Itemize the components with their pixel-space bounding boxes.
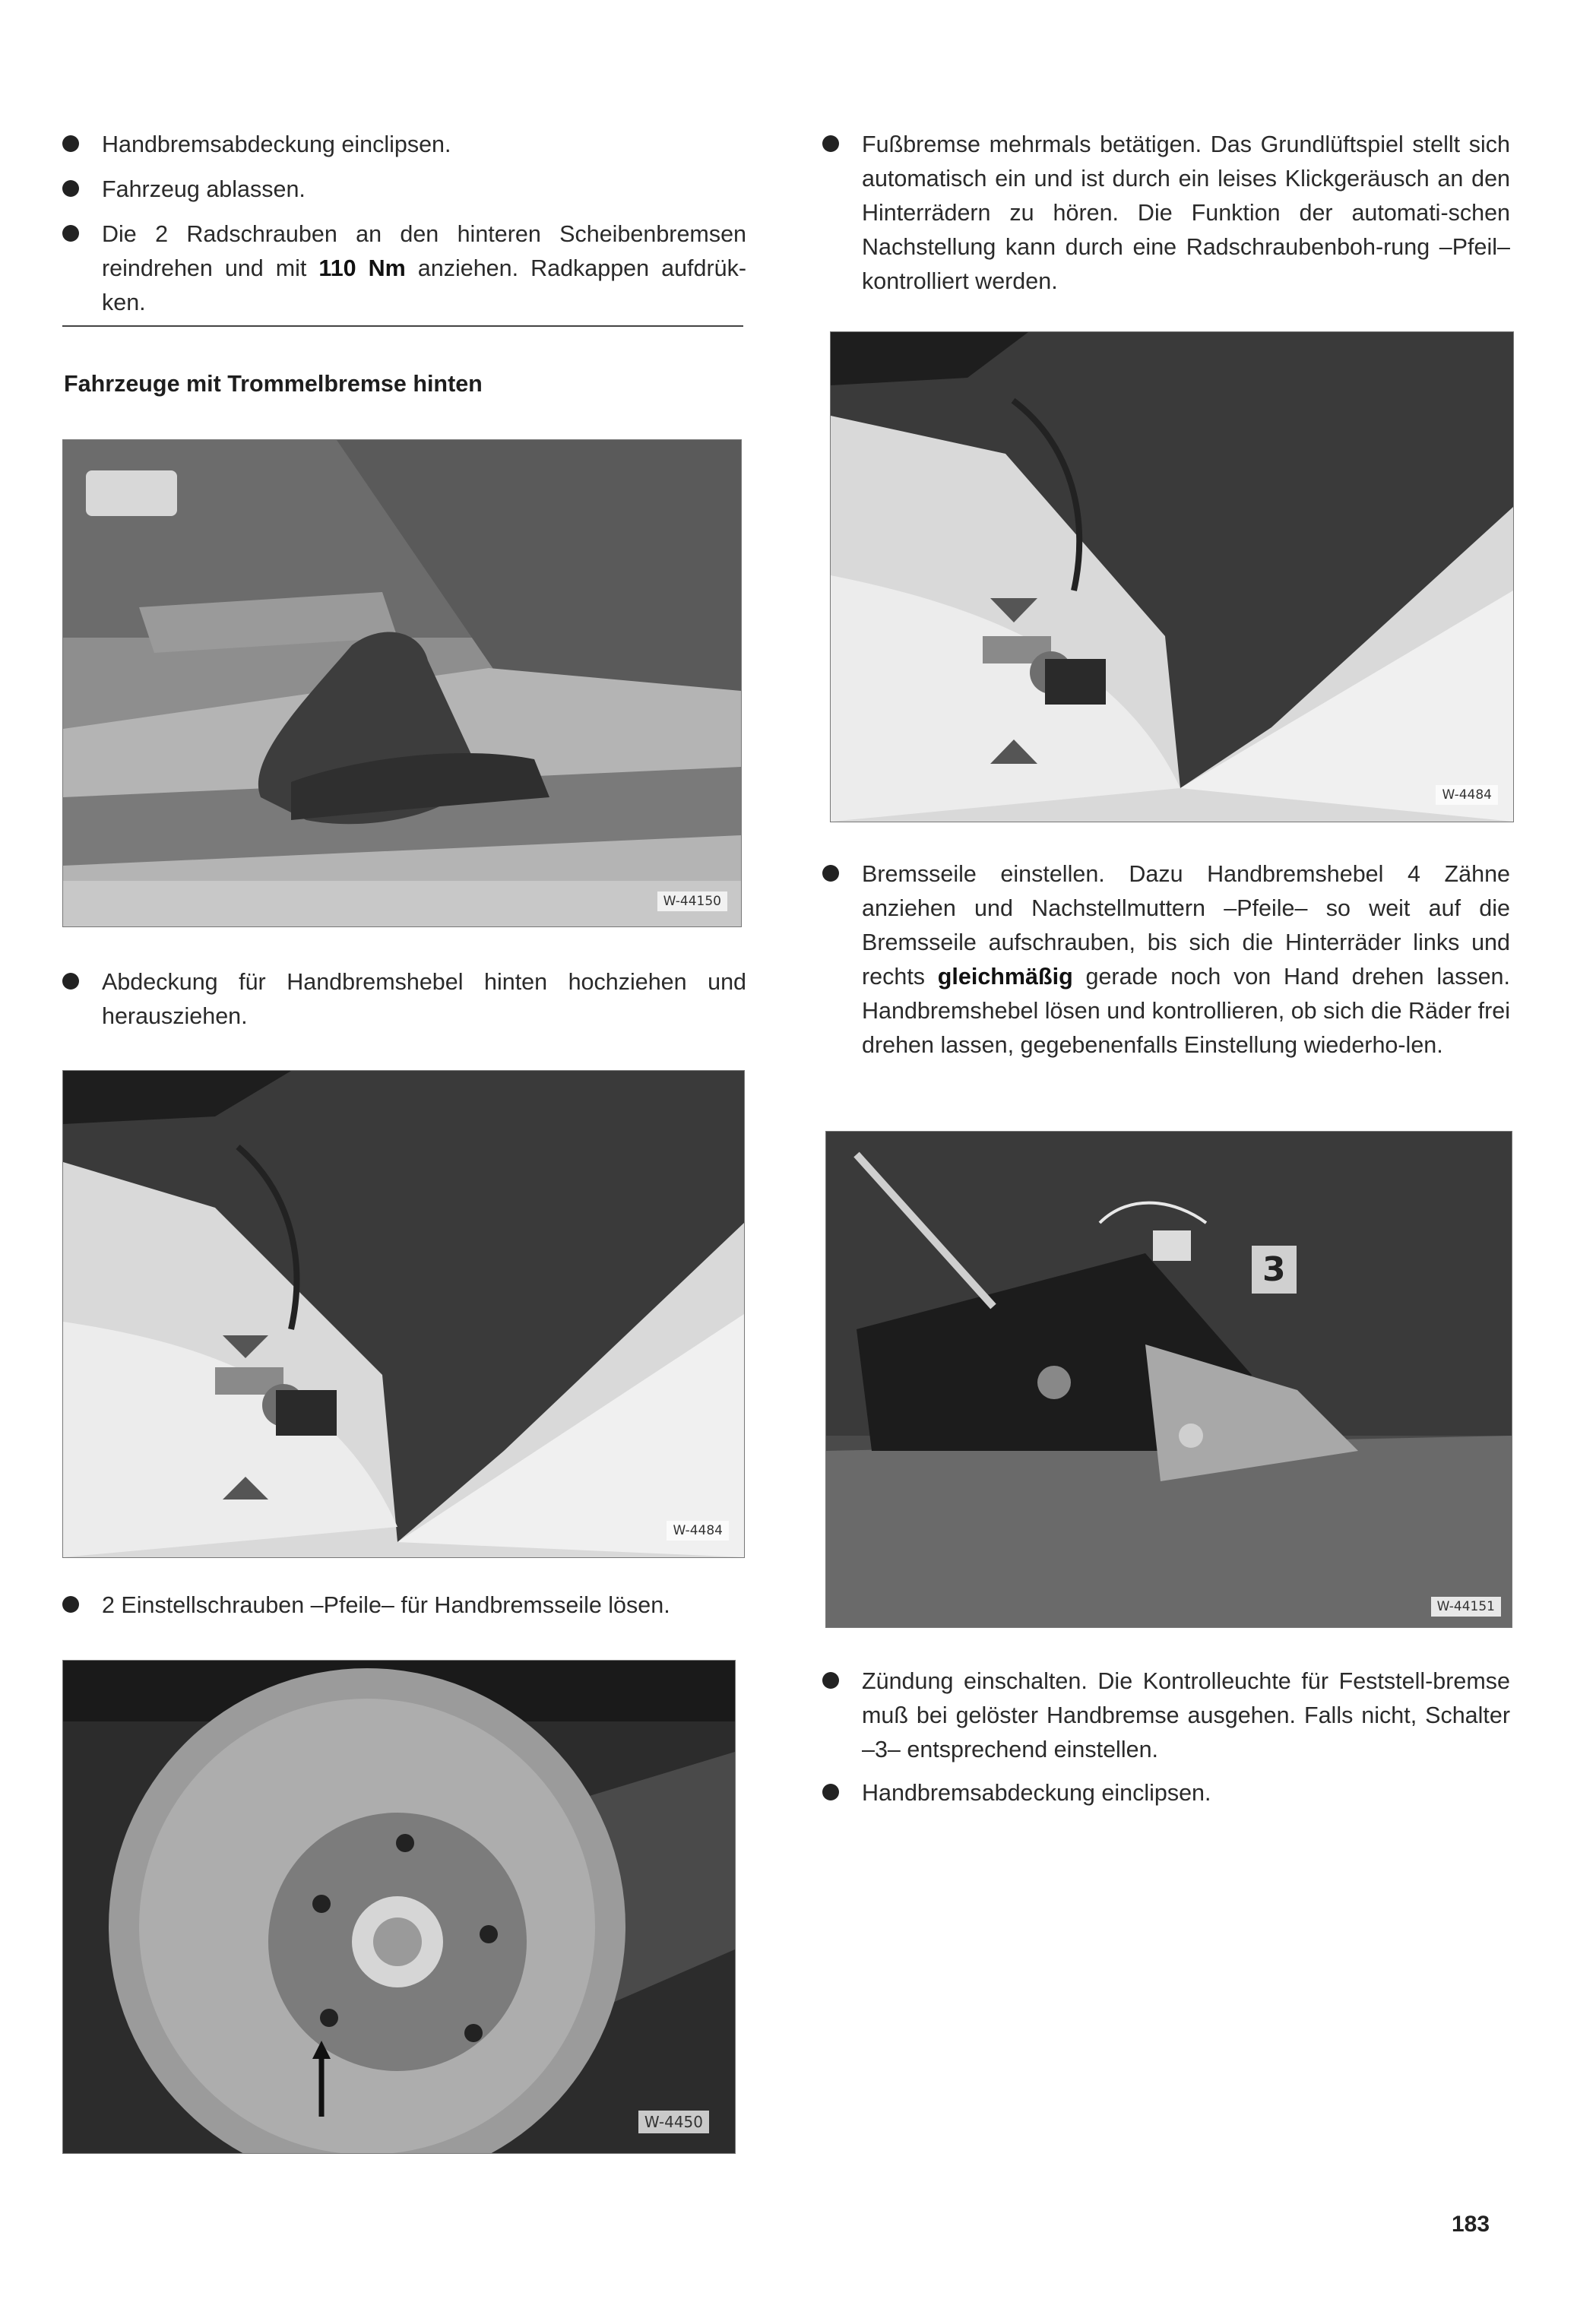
callout-3: 3 — [1252, 1246, 1297, 1294]
section-heading: Fahrzeuge mit Trommelbremse hinten — [64, 371, 483, 397]
torque-value: 110 Nm — [318, 255, 406, 281]
list-item: Abdeckung für Handbremshebel hinten hochziehen und herausziehen. — [62, 965, 746, 1034]
left-steps-1 — [62, 965, 746, 1034]
list-item: Zündung einschalten. Die Kontrolleuchte für Feststell-bremse muß bei gelöster Handbremse ausgehen. Falls nicht, Schalter –3– entsprechend einstellen. — [822, 1664, 1510, 1767]
handbrake-switch-photo — [825, 1131, 1512, 1628]
right-steps-2 — [822, 857, 1510, 1062]
figure-label: W-4484 — [667, 1521, 729, 1541]
list-item: Bremsseile einstellen. Dazu Handbremshebel 4 Zähne anziehen und Nachstellmuttern –Pfeile– so weit auf die Bremsseile aufschrauben, bis sich die Hinterräder links und rechts gleichmäßig gerade noch von Hand drehen lassen. Handbremshebel lösen und kontrollieren, ob sich die Räder frei drehen lassen, gegebenenfalls Einstellung wiederho-len. — [822, 857, 1510, 1062]
left-top-list — [62, 128, 746, 320]
list-item: Fußbremse mehrmals betätigen. Das Grundlüftspiel stellt sich automatisch ein und ist durch ein leises Klickgeräusch an den Hinterrädern zu hören. Die Funktion der automati-schen Nachstellung kann durch eine Radschraubenboh-rung –Pfeil– kontrolliert werden. — [822, 128, 1510, 299]
brake-drum-photo — [62, 1660, 736, 2154]
list-item: Fahrzeug ablassen. — [62, 173, 746, 207]
cable-adjusting-nuts-photo — [830, 331, 1514, 822]
figure-label: W-4450 — [638, 2111, 709, 2133]
figure-label: W-44150 — [657, 891, 727, 911]
left-steps-2 — [62, 1588, 746, 1623]
figure-label: W-44151 — [1431, 1597, 1501, 1617]
list-item: 2 Einstellschrauben –Pfeile– für Handbremsseile lösen. — [62, 1588, 746, 1623]
cable-adjusting-nuts-photo — [62, 1070, 745, 1558]
list-item: Handbremsabdeckung einclipsen. — [62, 128, 746, 162]
figure-label: W-4484 — [1436, 785, 1498, 805]
right-steps-3 — [822, 1664, 1510, 1810]
list-item: Die 2 Radschrauben an den hinteren Scheibenbremsen reindrehen und mit 110 Nm anziehen. Radkappen aufdrük-ken. — [62, 217, 746, 320]
emphasis: gleichmäßig — [937, 964, 1073, 990]
section-divider — [62, 325, 743, 327]
page-number: 183 — [1452, 2212, 1490, 2237]
right-steps-1 — [822, 128, 1510, 299]
handbrake-lever-photo — [62, 439, 742, 927]
list-item: Handbremsabdeckung einclipsen. — [822, 1776, 1510, 1810]
